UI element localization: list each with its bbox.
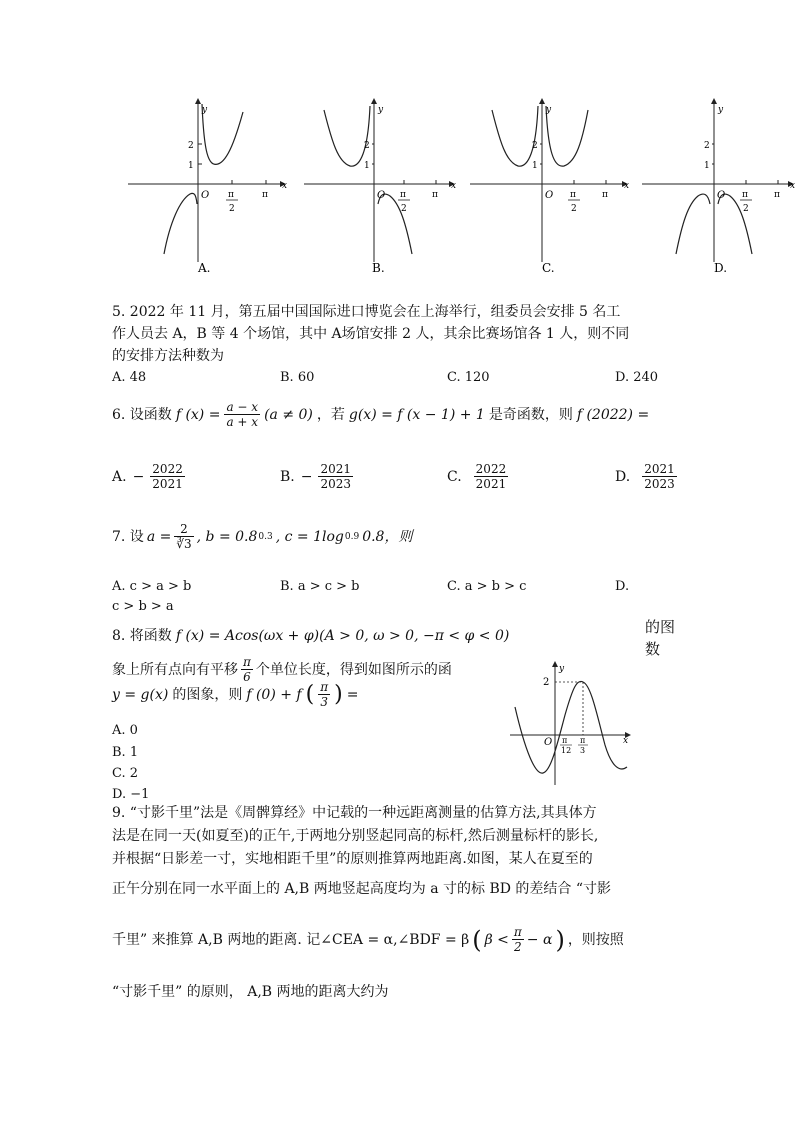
graph-b-origin: O <box>377 190 386 201</box>
graph-c <box>470 98 629 275</box>
q6-func-fraction <box>224 400 260 429</box>
q8-graph-origin: O <box>544 737 553 748</box>
graph-c-label: C. <box>542 261 555 275</box>
graph-a-tick-pi-half-num: π <box>228 190 234 200</box>
graph-b-y-label: y <box>378 105 384 115</box>
q6-option-a-fraction <box>150 462 185 491</box>
q6-option-d-label: D. <box>615 468 631 485</box>
q9-line6: “寸影千里” 的原则， A,B 两地的距离大约为 <box>112 984 389 1000</box>
graph-c-tick-pi: π <box>602 190 608 200</box>
graph-a-tick-1: 1 <box>188 161 194 171</box>
q8-paren-open: ( <box>305 681 315 707</box>
graph-d-x-label: x <box>790 181 796 191</box>
q9-fraction <box>512 925 524 954</box>
q6-mid: ，若 <box>316 406 345 423</box>
q7-option-b[interactable]: B. a > c > b <box>280 579 360 594</box>
q9-line5 <box>112 925 624 954</box>
q6-option-d-fraction <box>642 462 677 491</box>
q5-option-d[interactable]: D. 240 <box>615 370 659 385</box>
q6-option-b-label: B. <box>280 468 295 485</box>
q9-line5c: ，则按照 <box>567 931 624 948</box>
q8-shift-num: π <box>243 655 251 669</box>
q8-func: f (x) = Acos(ωx + φ)(A > 0, ω > 0, −π < φ < 0) <box>175 628 510 644</box>
q6-option-c-num: 2022 <box>475 462 507 476</box>
q6-option-b-num: 2021 <box>320 462 352 476</box>
q6-stem <box>112 400 649 429</box>
q6-option-c-label: C. <box>447 468 462 485</box>
q9-frac-num: π <box>513 925 522 939</box>
q5-option-b[interactable]: B. 60 <box>280 370 315 385</box>
q8-graph-tick1-den: 12 <box>561 746 572 755</box>
q8-option-b[interactable]: B. 1 <box>112 745 139 760</box>
graph-c-tick-pi-half-num: π <box>570 190 576 200</box>
q7-a-lhs: a = <box>146 528 172 545</box>
graph-d-tick-pi-half-num: π <box>742 190 748 200</box>
q7-a-fraction <box>174 522 193 551</box>
q7-rest3: 0.8，则 <box>362 528 413 545</box>
q6-cond: (a ≠ 0) <box>264 406 313 423</box>
graph-d-y-label: y <box>718 105 724 115</box>
q8-shift-den: 6 <box>243 670 251 684</box>
graph-options <box>118 92 798 282</box>
q9-paren-close: ) <box>555 925 565 954</box>
q8-line3a: y = g(x) <box>112 686 169 703</box>
q8-arg-fraction <box>318 680 330 709</box>
q8-paren-close: ) <box>334 681 343 707</box>
q5-line1: 5. 2022 年 11 月，第五届中国国际进口博览会在上海举行，组委员会安排 5 名工 <box>112 304 621 320</box>
q8-graph-tick1-num: π <box>562 736 568 745</box>
q8-option-c[interactable]: C. 2 <box>112 766 139 781</box>
q8-stem-line1 <box>112 627 509 645</box>
graph-c-tick-pi-half-den: 2 <box>571 204 577 214</box>
q5-line3: 的安排方法种数为 <box>112 348 224 364</box>
q9-line1: 9. “寸影千里”法是《周髀算经》中记载的一种远距离测量的估算方法,其具体方 <box>112 805 597 821</box>
q5-line2: 作人员去 A，B 等 4 个场馆，其中 A场馆安排 2 人，其余比赛场馆各 1 人，则不同 <box>112 326 630 342</box>
graph-d-tick-pi: π <box>774 190 780 200</box>
q9-line5b-pre: β < <box>484 931 509 948</box>
graph-b-tick-2: 2 <box>364 141 370 151</box>
graph-a-tick-pi-half-den: 2 <box>229 204 235 214</box>
graph-d-tick-1: 1 <box>704 161 710 171</box>
graph-b-tick-pi: π <box>432 190 438 200</box>
graph-b-x-label: x <box>451 181 457 191</box>
q6-option-b[interactable] <box>280 462 353 491</box>
q6-option-c[interactable] <box>447 462 508 491</box>
q9-paren-open: ( <box>472 925 482 954</box>
q7-stem <box>112 522 412 551</box>
graph-b-tick-pi-half-den: 2 <box>401 204 407 214</box>
q8-arg-num: π <box>320 680 329 694</box>
q7-option-d-wrap: c > b > a <box>112 599 174 614</box>
q7-rest2: , c = 1log <box>275 528 344 545</box>
q8-line2a: 象上所有点向有平移 <box>112 661 238 678</box>
graph-d-label: D. <box>714 261 728 275</box>
graph-c-y-label: y <box>546 105 552 115</box>
q7-option-a[interactable]: A. c > a > b <box>112 579 192 594</box>
q7-c-sub: 0.9 <box>344 531 360 542</box>
q7-option-c[interactable]: C. a > b > c <box>447 579 527 594</box>
q9-line2: 法是在同一天(如夏至)的正午,于两地分别竖起同高的标杆,然后测量标杆的影长, <box>112 828 599 844</box>
q7-prefix: 7. 设 <box>112 528 144 545</box>
graph-c-tick-2: 2 <box>532 141 538 151</box>
q9-line5a: 千里” 来推算 A,B 两地的距离. 记∠CEA = α,∠BDF = β <box>112 931 470 948</box>
graph-a-x-label: x <box>282 181 288 191</box>
q6-option-c-den: 2021 <box>475 477 507 491</box>
graph-d-tick-pi-half-den: 2 <box>743 204 749 214</box>
q8-option-a[interactable]: A. 0 <box>112 723 138 738</box>
q6-option-b-den: 2023 <box>320 477 352 491</box>
q6-option-d-num: 2021 <box>644 462 675 476</box>
graph-a-origin: O <box>201 190 210 201</box>
graph-d-tick-2: 2 <box>704 141 710 151</box>
q9-line5b-post: − α <box>526 931 553 948</box>
graph-a <box>128 98 287 275</box>
graph-b-label: B. <box>372 261 385 275</box>
q7-rest: , b = 0.8 <box>196 528 258 545</box>
q8-line3c: f (0) + f <box>246 686 302 703</box>
q8-graph-tick2-num: π <box>580 736 586 745</box>
q8-stem-line3 <box>112 680 358 709</box>
q6-option-b-sign: − <box>300 468 313 485</box>
graph-b <box>304 98 456 275</box>
q6-prefix: 6. 设函数 <box>112 406 172 423</box>
q9-line3: 并根据“日影差一寸，实地相距千里”的原则推算两地距离.如图，某人在夏至的 <box>112 851 593 867</box>
q9-line4: 正午分别在同一水平面上的 A,B 两地竖起高度均为 a 寸的标 BD 的差结合 “寸影 <box>112 881 612 897</box>
q8-arg-den: 3 <box>320 695 328 709</box>
q8-graph-tick2-den: 3 <box>580 746 586 755</box>
q8-graph <box>505 655 635 790</box>
q6-func-den: a + x <box>226 415 259 429</box>
q6-ask: f (2022) = <box>576 406 650 423</box>
q8-graph-x-label: x <box>623 736 629 746</box>
q5-option-a[interactable]: A. 48 <box>112 370 147 385</box>
q8-line3d: = <box>346 686 359 703</box>
q6-func-num: a − x <box>226 400 259 414</box>
q5-option-c[interactable]: C. 120 <box>447 370 490 385</box>
graph-d <box>642 98 795 275</box>
q6-option-a[interactable] <box>112 462 185 491</box>
q7-a-num: 2 <box>174 522 193 537</box>
q8-line3b: 的图象，则 <box>172 686 243 703</box>
graph-c-origin: O <box>545 190 554 201</box>
q6-option-a-sign: − <box>132 468 145 485</box>
q8-right2: 数 <box>645 640 661 658</box>
graph-a-y-label: y <box>202 105 208 115</box>
q6-option-a-label: A. <box>112 468 127 485</box>
q7-option-d[interactable]: D. <box>615 579 630 594</box>
q8-graph-y-label: y <box>559 664 565 674</box>
q8-prefix: 8. 将函数 <box>112 628 172 644</box>
q7-b-exp: 0.3 <box>258 531 273 542</box>
q8-right1: 的图 <box>645 618 676 636</box>
q6-option-c-fraction <box>474 462 509 491</box>
q6-func-lhs: f (x) = <box>175 406 221 423</box>
q6-option-a-den: 2021 <box>152 477 183 491</box>
q6-option-b-fraction <box>318 462 353 491</box>
q6-option-a-num: 2022 <box>152 462 183 476</box>
q8-line2b: 个单位长度，得到如图所示的函 <box>255 661 452 678</box>
q6-option-d[interactable] <box>615 462 677 491</box>
graph-c-tick-1: 1 <box>532 161 538 171</box>
graph-d-origin: O <box>717 190 726 201</box>
q7-a-den: ∛3 <box>176 537 192 551</box>
graph-a-tick-pi: π <box>262 190 268 200</box>
q9-frac-den: 2 <box>514 940 522 954</box>
q6-option-d-den: 2023 <box>644 477 675 491</box>
graph-b-tick-1: 1 <box>364 161 370 171</box>
q8-graph-peak: 2 <box>543 677 550 688</box>
q6-mid2: 是奇函数，则 <box>488 406 573 423</box>
q8-option-d[interactable]: D. −1 <box>112 787 150 802</box>
graph-c-x-label: x <box>624 181 630 191</box>
q6-g-expr: g(x) = f (x − 1) + 1 <box>348 406 485 423</box>
graph-a-label: A. <box>198 261 211 275</box>
graph-b-tick-pi-half-num: π <box>400 190 406 200</box>
graph-a-tick-2: 2 <box>188 141 194 151</box>
